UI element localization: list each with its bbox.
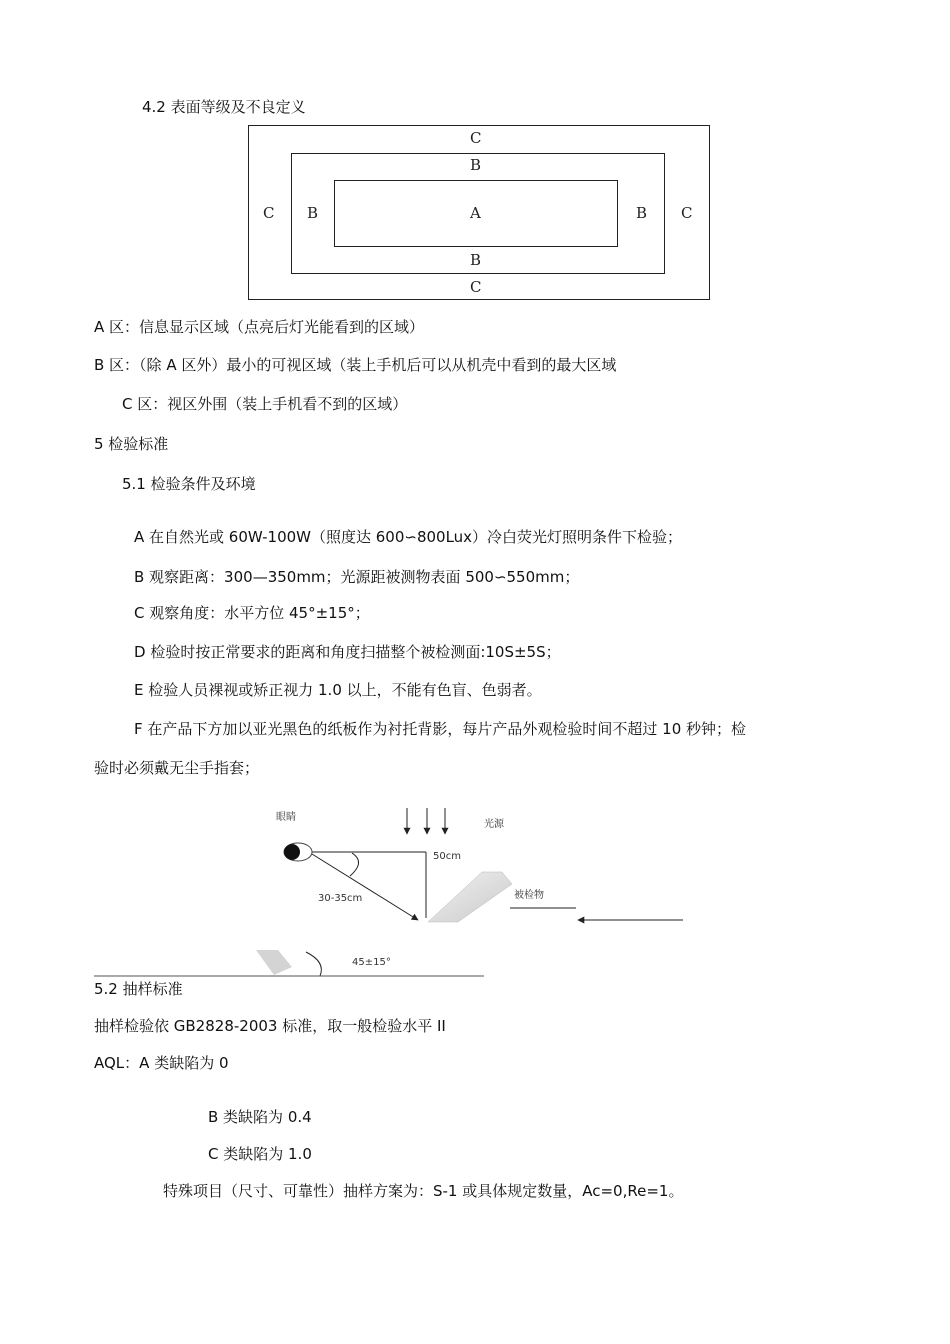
condition-item-d: D 检验时按正常要求的距离和角度扫描整个被检测面:10S±5S； (134, 643, 561, 661)
section-5-1-heading: 5.1 检验条件及环境 (122, 475, 256, 493)
condition-item-e: E 检验人员裸视或矫正视力 1.0 以上，不能有色盲、色弱者。 (134, 681, 542, 699)
section-5-2-heading: 5.2 抽样标准 (94, 980, 183, 998)
condition-item-f-line1: F 在产品下方加以亚光黑色的纸板作为衬托背影，每片产品外观检验时间不超过 10 秒钟；检 (134, 720, 747, 738)
condition-item-b: B 观察距离：300—350mm；光源距被测物表面 500∽550mm； (134, 568, 580, 586)
zone-label-b-top: B (470, 156, 482, 174)
zone-label-c-left: C (263, 204, 275, 222)
view-angle-arc (350, 853, 359, 876)
angle-demo-shape (256, 950, 292, 975)
sight-line (312, 854, 418, 920)
eye-label: 眼睛 (276, 812, 296, 823)
zone-label-b-left: B (307, 204, 319, 222)
eye-distance-label: 30-35cm (318, 893, 363, 904)
sampling-standard-line: 抽样检验依 GB2828-2003 标准，取一般检验水平 II (94, 1017, 446, 1035)
condition-item-c: C 观察角度：水平方位 45°±15°； (134, 604, 370, 622)
angle-label: 45±15° (352, 957, 391, 968)
zone-label-c-bottom: C (470, 278, 482, 296)
zone-label-b-right: B (636, 204, 648, 222)
aql-c-line: C 类缺陷为 1.0 (208, 1145, 312, 1163)
angle-demo-arc (306, 952, 321, 976)
inspection-setup-figure (0, 795, 950, 980)
zone-b-definition: B 区：（除 A 区外）最小的可视区域（装上手机后可以从机壳中看到的最大区域 (94, 356, 617, 374)
object-label: 被检物 (514, 890, 544, 901)
zone-label-c-right: C (681, 204, 693, 222)
aql-b-line: B 类缺陷为 0.4 (208, 1108, 312, 1126)
light-label: 光源 (484, 819, 504, 830)
special-sampling-line: 特殊项目（尺寸、可靠性）抽样方案为：S-1 或具体规定数量，Ac=0,Re=1。 (163, 1182, 684, 1200)
section-5-heading: 5 检验标准 (94, 435, 169, 453)
section-4-2-heading: 4.2 表面等级及不良定义 (142, 98, 306, 116)
zone-c-definition: C 区：视区外围（装上手机看不到的区域） (122, 395, 408, 413)
condition-item-f-line2: 验时必须戴无尘手指套； (94, 759, 260, 777)
inspected-object-shape (428, 872, 512, 922)
aql-a-line: AQL：A 类缺陷为 0 (94, 1054, 229, 1072)
zone-label-c-top: C (470, 129, 482, 147)
light-distance-label: 50cm (433, 851, 461, 862)
zone-label-b-bottom: B (470, 251, 482, 269)
zone-a-definition: A 区：信息显示区域（点亮后灯光能看到的区域） (94, 318, 425, 336)
zone-label-a: A (470, 204, 481, 222)
condition-item-a: A 在自然光或 60W-100W（照度达 600∽800Lux）冷白荧光灯照明条件下检验； (134, 528, 683, 546)
